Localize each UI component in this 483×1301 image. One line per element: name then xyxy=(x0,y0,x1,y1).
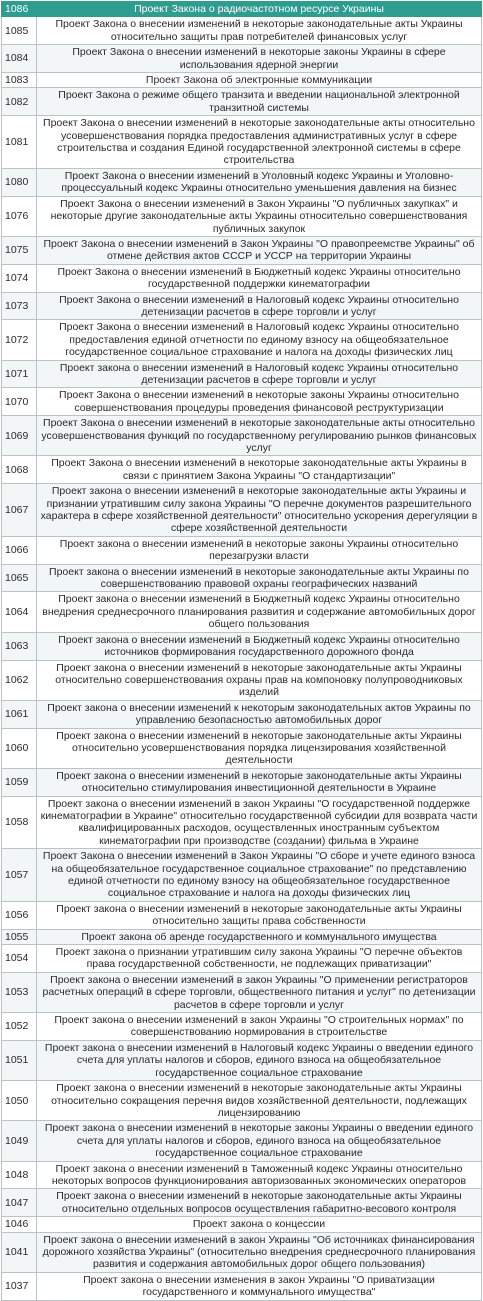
table-row xyxy=(2,17,482,45)
row-title: Проект закона о внесении изменений в закон Украины "Об источниках финансирования дорожного хозяйства Украины" (относительно внедрения среднесрочного планирования развития и содержания автомобильных дорог общего пользования) xyxy=(37,1232,482,1272)
row-title: Проект закона о признании утратившим силу закона Украины "О перечне объектов права государственной собственности, не подлежащих приватизации" xyxy=(37,945,482,973)
table-row xyxy=(2,728,482,768)
row-title: Проект закона о внесении изменений в некоторые законодательные акты Украины относительно сокращения перечня видов хозяйственной деятельности, подлежащих лицензированию xyxy=(37,1081,482,1121)
table-row xyxy=(2,88,482,116)
row-title: Проект Закона о внесении изменений в некоторые законы Украины в сфере использования ядерной энергии xyxy=(37,45,482,73)
table-row xyxy=(2,796,482,849)
row-number: 1048 xyxy=(2,1161,37,1189)
row-title: Проект Закона о внесении изменений в некоторые законодательные акты относительно усовершенствования порядка предоставления административных услуг в сфере строительства и создания Единой государственной электронной системы в сфере строительства xyxy=(37,116,482,169)
table-row xyxy=(2,456,482,484)
row-number: 1081 xyxy=(2,116,37,169)
row-number: 1083 xyxy=(2,73,37,88)
row-number: 1056 xyxy=(2,901,37,929)
row-number: 1061 xyxy=(2,700,37,728)
table-row xyxy=(2,73,482,88)
row-title: Проект закона о внесении изменений в некоторые законы Украины относительно перезагрузки власти xyxy=(37,536,482,564)
bills-table-body xyxy=(2,2,482,1301)
row-number: 1053 xyxy=(2,972,37,1012)
row-number: 1037 xyxy=(2,1272,37,1300)
header-title: Проект Закона о радиочастотном ресурсе Украины xyxy=(37,2,482,17)
row-title: Проект Закона о внесении изменений в Закон Украины "О публичных закупках" и некоторые другие законодательные акты Украины относительно совершенствования публичных закупок xyxy=(37,196,482,236)
row-number: 1050 xyxy=(2,1081,37,1121)
row-title: Проект Закона о внесении изменений в некоторые законы Украины относительно совершенствования процедуры проведения финансовой реструктуризации xyxy=(37,388,482,416)
row-title: Проект закона о внесении изменений к некоторым законодательных актов Украины по управлению безопасностью автомобильных дорог xyxy=(37,700,482,728)
row-title: Проект закона о внесении изменений в некоторые законодательные акты Украины относительно усовершенствования порядка лицензирования хозяйственной деятельности xyxy=(37,728,482,768)
row-title: Проект закона о внесении изменений в некоторые законодательные акты Украины относительно стимулирования инвестиционной деятельности в Украине xyxy=(37,768,482,796)
row-title: Проект Закона о внесении изменений в Закон Украины "О правопреемстве Украины" об отмене действия актов СССР и УССР на территории Украины xyxy=(37,236,482,264)
table-row xyxy=(2,236,482,264)
row-title: Проект закона о внесении изменений в некоторые законодательные акты Украины относительно совершенствования охраны прав на компоновку полупроводниковых изделий xyxy=(37,660,482,700)
row-number: 1060 xyxy=(2,728,37,768)
bills-table xyxy=(1,1,482,1301)
row-number: 1069 xyxy=(2,416,37,456)
table-row xyxy=(2,849,482,902)
row-title: Проект Закона о внесении изменений в Бюджетный кодекс Украины относительно государственной поддержки кинематографии xyxy=(37,264,482,292)
row-title: Проект Закона о внесении изменений в некоторые законодательные акты относительно усовершенствования функций по государственному регулированию рынков финансовых услуг xyxy=(37,416,482,456)
row-title: Проект закона о внесении изменений в закон Украины "О строительных нормах" по совершенствованию нормирования в строительстве xyxy=(37,1013,482,1041)
row-number: 1049 xyxy=(2,1121,37,1161)
row-number: 1063 xyxy=(2,632,37,660)
row-title: Проект Закона о внесении изменений в Налоговый кодекс Украины относительно детенизации расчетов в сфере торговли и услуг xyxy=(37,292,482,320)
row-number: 1082 xyxy=(2,88,37,116)
row-number: 1084 xyxy=(2,45,37,73)
table-row xyxy=(2,264,482,292)
table-row xyxy=(2,116,482,169)
row-number: 1062 xyxy=(2,660,37,700)
row-number: 1059 xyxy=(2,768,37,796)
row-title: Проект закона о внесении изменений в Налоговый кодекс Украины относительно детенизации расчетов в сфере торговли и услуг xyxy=(37,360,482,388)
row-title: Проект Закона о режиме общего транзита и введении национальной электронной транзитной системы xyxy=(37,88,482,116)
table-row xyxy=(2,1040,482,1080)
table-header-row xyxy=(2,2,482,17)
table-row xyxy=(2,1272,482,1300)
row-number: 1074 xyxy=(2,264,37,292)
row-title: Проект закона о внесении изменений в Бюджетный кодекс Украины относительно источников формирования государственного дорожного фонда xyxy=(37,632,482,660)
header-number: 1086 xyxy=(2,2,37,17)
table-row xyxy=(2,484,482,537)
table-row xyxy=(2,1232,482,1272)
row-number: 1068 xyxy=(2,456,37,484)
row-number: 1070 xyxy=(2,388,37,416)
row-title: Проект закона о внесении изменений в закон Украины "О применении регистраторов расчетных операций в сфере торговли, общественного питания и услуг" по детенизации расчетов в сфере торговли и услуг xyxy=(37,972,482,1012)
table-row xyxy=(2,1217,482,1232)
row-number: 1085 xyxy=(2,17,37,45)
row-number: 1073 xyxy=(2,292,37,320)
row-title: Проект закона о внесении изменений в Бюджетный кодекс Украины относительно внедрения среднесрочного планирования развития и содержание автомобильных дорог общего пользования xyxy=(37,592,482,632)
row-title: Проект закона о внесении изменений в некоторые законы Украины о введении единого счета для уплаты налогов и сборов, единого взноса на общеобязательное государственное социальное страхование xyxy=(37,1121,482,1161)
table-row xyxy=(2,592,482,632)
table-row xyxy=(2,972,482,1012)
row-number: 1064 xyxy=(2,592,37,632)
row-title: Проект закона о внесении изменений в некоторые законодательные акты Украины относительно защиты права собственности xyxy=(37,901,482,929)
table-row xyxy=(2,416,482,456)
table-row xyxy=(2,945,482,973)
table-row xyxy=(2,632,482,660)
row-number: 1054 xyxy=(2,945,37,973)
table-row xyxy=(2,320,482,360)
row-number: 1072 xyxy=(2,320,37,360)
row-number: 1066 xyxy=(2,536,37,564)
row-number: 1041 xyxy=(2,1232,37,1272)
table-row xyxy=(2,1189,482,1217)
row-title: Проект закона об аренде государственного и коммунального имущества xyxy=(37,929,482,944)
table-row xyxy=(2,168,482,196)
row-title: Проект закона о концессии xyxy=(37,1217,482,1232)
row-title: Проект закона о внесении изменений в некоторые законодательные акты Украины относительно отдельных вопросов осуществления габаритно-весового контроля xyxy=(37,1189,482,1217)
row-title: Проект закона о внесении изменений в Таможенный кодекс Украины относительно некоторых вопросов функционирования авторизованных экономических операторов xyxy=(37,1161,482,1189)
row-number: 1065 xyxy=(2,564,37,592)
table-row xyxy=(2,1081,482,1121)
table-row xyxy=(2,292,482,320)
row-number: 1047 xyxy=(2,1189,37,1217)
table-row xyxy=(2,700,482,728)
row-title: Проект закона о внесении изменения в закон Украины "О приватизации государственного и коммунального имущества" xyxy=(37,1272,482,1300)
row-title: Проект закона о внесении изменений в закон Украины "О государственной поддержке кинематографии в Украине" относительно государственной субсидии для возврата части квалифицированных расходов, осуществленных иностранным субъектом кинематографии при производстве (создании) фильма в Украине xyxy=(37,796,482,849)
row-title: Проект Закона о внесении изменений в некоторые законодательные акты Украины относительно защиты прав потребителей финансовых услуг xyxy=(37,17,482,45)
table-row xyxy=(2,768,482,796)
table-row xyxy=(2,360,482,388)
table-row xyxy=(2,45,482,73)
row-title: Проект Закона о внесении изменений в некоторые законодательные акты Украины в связи с принятием Закона Украины "О стандартизации" xyxy=(37,456,482,484)
row-number: 1052 xyxy=(2,1013,37,1041)
table-row xyxy=(2,1121,482,1161)
row-number: 1058 xyxy=(2,796,37,849)
row-title: Проект Закона об электронные коммуникации xyxy=(37,73,482,88)
table-row xyxy=(2,196,482,236)
row-title: Проект Закона о внесении изменений в Уголовный кодекс Украины и Уголовно-процессуальный кодекс Украины относительно уменьшения давления на бизнес xyxy=(37,168,482,196)
row-title: Проект Закона о внесении изменений в Закон Украины "О сборе и учете единого взноса на общеобязательное государственное социальное страхование" по представлению единой отчетности по единому взносу на общеобязательное государственное социальное страхование и налога на доходы физических лиц xyxy=(37,849,482,902)
table-row xyxy=(2,660,482,700)
row-number: 1076 xyxy=(2,196,37,236)
row-number: 1071 xyxy=(2,360,37,388)
row-title: Проект закона о внесении изменений в Налоговый кодекс Украины о введении единого счета для уплаты налогов и сборов, единого взноса на общеобязательное государственное социальное страхование xyxy=(37,1040,482,1080)
table-row xyxy=(2,536,482,564)
table-row xyxy=(2,929,482,944)
row-number: 1051 xyxy=(2,1040,37,1080)
row-title: Проект Закона о внесении изменений в Налоговый кодекс Украины относительно предоставления единой отчетности по единому взносу на общеобязательное государственное социальное страхование и налога на доходы физических лиц xyxy=(37,320,482,360)
row-number: 1080 xyxy=(2,168,37,196)
table-row xyxy=(2,564,482,592)
row-number: 1055 xyxy=(2,929,37,944)
table-row xyxy=(2,1161,482,1189)
row-number: 1057 xyxy=(2,849,37,902)
table-row xyxy=(2,901,482,929)
row-number: 1046 xyxy=(2,1217,37,1232)
row-number: 1075 xyxy=(2,236,37,264)
row-title: Проект закона о внесении изменений в некоторые законодательные акты Украины по совершенствованию правовой охраны географических названий xyxy=(37,564,482,592)
table-row xyxy=(2,388,482,416)
table-row xyxy=(2,1013,482,1041)
row-number: 1067 xyxy=(2,484,37,537)
row-title: Проект закона о внесении изменений в некоторые законодательные акты Украины и признании утратившим силу закона Украины "О перечне документов разрешительного характера в сфере хозяйственной деятельности" относительно ускорения дерегуляции в сфере хозяйственной деятельности xyxy=(37,484,482,537)
